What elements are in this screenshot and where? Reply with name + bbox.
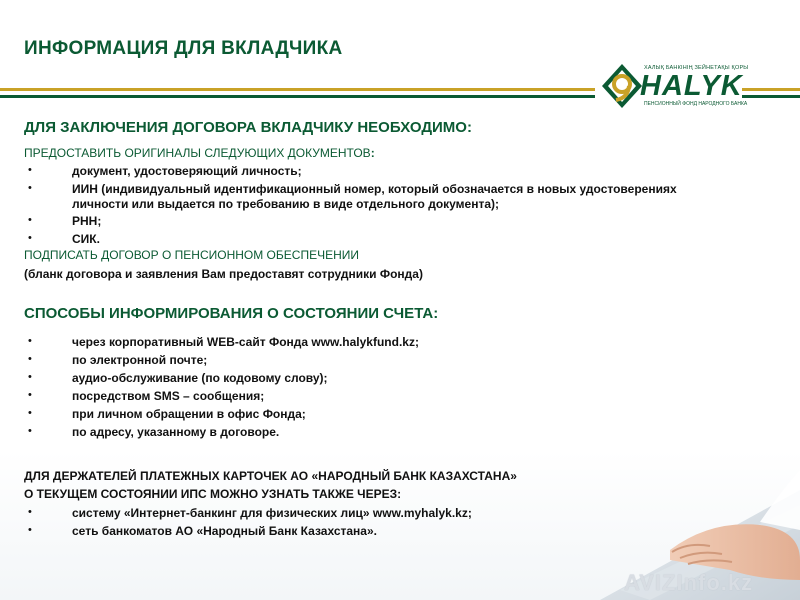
informing-item: по адресу, указанному в договоре. bbox=[72, 425, 280, 439]
page-title: ИНФОРМАЦИЯ ДЛЯ ВКЛАДЧИКА bbox=[24, 38, 343, 59]
logo-brand: HALYK bbox=[640, 70, 743, 102]
header-green-line bbox=[0, 95, 595, 98]
sign-label: ПОДПИСАТЬ ДОГОВОР О ПЕНСИОННОМ ОБЕСПЕЧЕНИИ bbox=[24, 248, 359, 262]
document-item: РНН; bbox=[72, 214, 102, 228]
watermark: AVIZInfo.kz bbox=[624, 570, 754, 595]
header-gold-line-right bbox=[742, 88, 800, 91]
informing-item: при личном обращении в офис Фонда; bbox=[72, 407, 306, 421]
document-item-continuation: личности или выдается по требованию в виде отдельного документа); bbox=[72, 197, 500, 211]
cards-line-1: ДЛЯ ДЕРЖАТЕЛЕЙ ПЛАТЕЖНЫХ КАРТОЧЕК АО «НАРОДНЫЙ БАНК КАЗАХСТАНА» bbox=[24, 469, 517, 483]
bullet: • bbox=[28, 164, 32, 176]
bullet: • bbox=[28, 524, 32, 536]
bullet: • bbox=[28, 506, 32, 518]
header-green-line-right bbox=[742, 95, 800, 98]
halyk-emblem-icon bbox=[600, 62, 644, 110]
informing-item: через корпоративный WEB-сайт Фонда www.halykfund.kz; bbox=[72, 335, 419, 349]
logo-subtitle: ПЕНСИОННЫЙ ФОНД НАРОДНОГО БАНКА bbox=[644, 101, 748, 107]
bullet: • bbox=[28, 353, 32, 365]
sign-note: (бланк договора и заявления Вам предоставят сотрудники Фонда) bbox=[24, 267, 423, 281]
bullet: • bbox=[28, 182, 32, 194]
logo-tagline: ХАЛЫҚ БАНКІНІҢ ЗЕЙНЕТАҚЫ ҚОРЫ bbox=[644, 65, 749, 71]
cards-item: сеть банкоматов АО «Народный Банк Казахстана». bbox=[72, 524, 377, 538]
bullet: • bbox=[28, 214, 32, 226]
bullet: • bbox=[28, 232, 32, 244]
contract-heading: ДЛЯ ЗАКЛЮЧЕНИЯ ДОГОВОРА ВКЛАДЧИКУ НЕОБХОДИМО: bbox=[24, 119, 472, 136]
informing-heading: СПОСОБЫ ИНФОРМИРОВАНИЯ О СОСТОЯНИИ СЧЕТА: bbox=[24, 305, 439, 322]
bullet: • bbox=[28, 371, 32, 383]
bullet: • bbox=[28, 389, 32, 401]
cards-item: систему «Интернет-банкинг для физических лиц» www.myhalyk.kz; bbox=[72, 506, 472, 520]
provide-label: ПРЕДОСТАВИТЬ ОРИГИНАЛЫ СЛЕДУЮЩИХ ДОКУМЕНТОВ: bbox=[24, 146, 375, 160]
informing-item: по электронной почте; bbox=[72, 353, 208, 367]
cards-line-2: О ТЕКУЩЕМ СОСТОЯНИИ ИПС МОЖНО УЗНАТЬ ТАКЖЕ ЧЕРЕЗ: bbox=[24, 487, 402, 501]
document-item: ИИН (индивидуальный идентификационный номер, который обозначается в новых удостоверениях bbox=[72, 182, 677, 196]
header-gold-line bbox=[0, 88, 595, 91]
bullet: • bbox=[28, 407, 32, 419]
document-item: документ, удостоверяющий личность; bbox=[72, 164, 302, 178]
halyk-logo bbox=[600, 62, 750, 110]
informing-item: посредством SMS – сообщения; bbox=[72, 389, 265, 403]
informing-item: аудио-обслуживание (по кодовому слову); bbox=[72, 371, 328, 385]
document-item: СИК. bbox=[72, 232, 100, 246]
bullet: • bbox=[28, 335, 32, 347]
bullet: • bbox=[28, 425, 32, 437]
